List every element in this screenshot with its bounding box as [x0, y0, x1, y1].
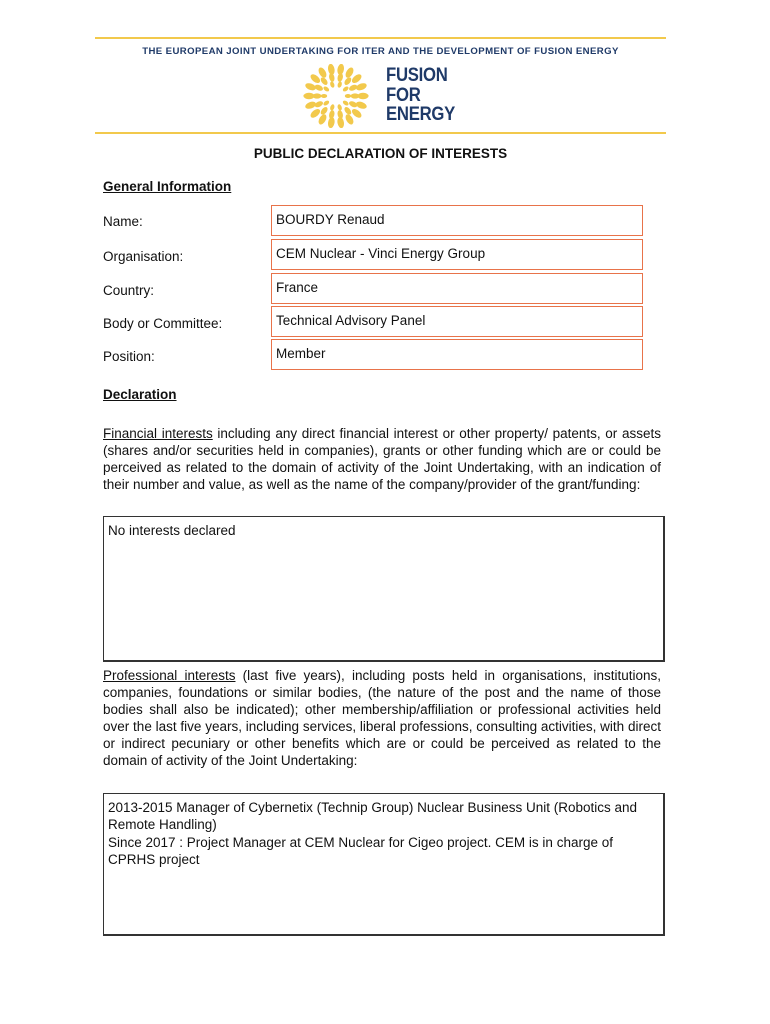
professional-interests-text: [103, 667, 661, 770]
country-field[interactable]: France: [271, 273, 643, 304]
professional-interests-description: (last five years), including posts held in organisations, institutions, companies, foundations or similar bodies, (the nature of the post and the name of those bodies shall also be indicated); other membership/affiliation or professional activities held over the last five years, including services, liberal professions, consulting activities, with direct or indirect pecuniary or other benefits which are or could be perceived as related to the domain of activity of the Joint Undertaking:: [103, 668, 661, 769]
position-field[interactable]: Member: [271, 339, 643, 370]
organisation-label: Organisation:: [103, 249, 184, 264]
financial-interests-lead: Financial interests: [103, 426, 213, 441]
logo-wordmark: [386, 66, 464, 125]
financial-interests-text: [103, 425, 661, 493]
financial-interests-description: including any direct financial interest or other property/ patents, or assets (shares and/or securities held in companies), grants or other funding which are or could be perceived as related to the domain of activity of the Joint Undertaking, with an indication of their number and value, as well as the name of the company/provider of the grant/funding:: [103, 426, 661, 493]
professional-interests-answer[interactable]: 2013-2015 Manager of Cybernetix (Technip Group) Nuclear Business Unit (Robotics and Remote Handling) Since 2017 : Project Manager at CEM Nuclear for Cigeo project. CEM is in charge of CPRHS project: [103, 793, 665, 936]
body-or-committee-label: Body or Committee:: [103, 316, 223, 331]
sunburst-logo-icon: [302, 64, 370, 128]
logo-line-3: ENERGY: [386, 104, 456, 125]
professional-interests-lead: Professional interests: [103, 668, 236, 683]
name-field[interactable]: BOURDY Renaud: [271, 205, 643, 236]
country-label: Country:: [103, 283, 155, 298]
header-top-rule: [95, 37, 666, 39]
organisation-field[interactable]: CEM Nuclear - Vinci Energy Group: [271, 239, 643, 270]
organisation-tagline: THE EUROPEAN JOINT UNDERTAKING FOR ITER AND THE DEVELOPMENT OF FUSION ENERGY: [142, 46, 619, 57]
general-information-heading: General Information: [103, 179, 232, 194]
position-label: Position:: [103, 349, 155, 364]
body-or-committee-field[interactable]: Technical Advisory Panel: [271, 306, 643, 337]
logo-line-2: FOR: [386, 84, 421, 106]
header-bottom-rule: [95, 132, 666, 134]
financial-interests-answer[interactable]: No interests declared: [103, 516, 665, 662]
logo-line-1: FUSION: [386, 65, 448, 86]
name-label: Name:: [103, 214, 143, 229]
declaration-heading: Declaration: [103, 387, 177, 402]
document-title: PUBLIC DECLARATION OF INTERESTS: [253, 146, 508, 161]
